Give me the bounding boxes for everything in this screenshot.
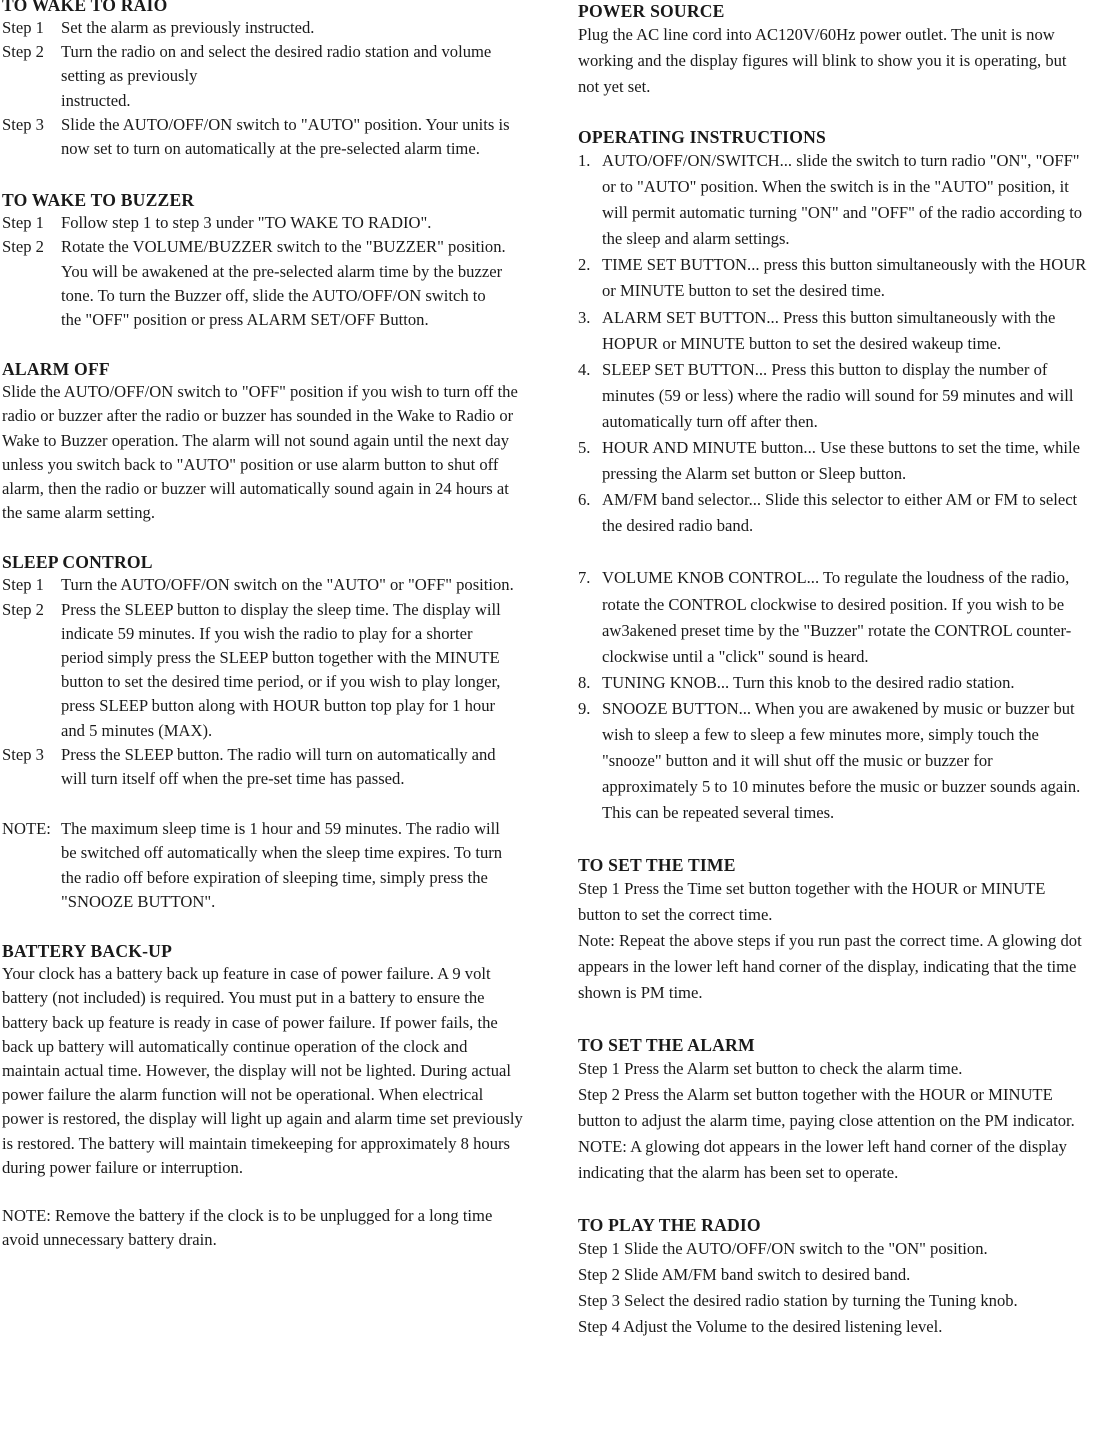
instruction-item [578, 305, 1096, 357]
item-number: 7. [578, 568, 591, 588]
instruction-item [578, 487, 1096, 539]
item-text: HOUR AND MINUTE button... Use these buttons to set the time, while pressing the Alarm set button or Sleep button. [602, 438, 1080, 484]
step-label: Step 2 [2, 42, 44, 62]
step-item [2, 40, 530, 113]
section-body: Your clock has a battery back up feature in case of power failure. A 9 volt battery (not included) is required. You must put in a battery to ensure the battery back up feature is ready in case of power failure. If power fails, the back up battery will automatically continue operation of the clock and maintain actual time. However, the display will not be lighted. During actual power failure the alarm function will not be operational. When electrical power is restored, the display will light up again and alarm time set previously is restored. The battery will maintain timekeeping for approximately 8 hours during power failure or interruption. [2, 964, 523, 1177]
section-heading: SLEEP CONTROL [2, 552, 153, 573]
item-number: 6. [578, 490, 591, 510]
item-number: 4. [578, 359, 591, 379]
note-item [2, 817, 530, 914]
step-label: Step 2 [2, 237, 44, 257]
section-heading: TO WAKE TO RAIO [2, 0, 168, 15]
step-label: Step 1 [2, 575, 44, 595]
item-text: TUNING KNOB... Turn this knob to the desired radio station. [602, 672, 1015, 692]
step-text: Turn the AUTO/OFF/ON switch on the "AUTO" or "OFF" position. [61, 575, 514, 595]
instruction-item [578, 696, 1096, 826]
section-heading: TO WAKE TO BUZZER [2, 190, 195, 211]
step-text: Step 1 Press the Time set button together with the HOUR or MINUTE button to set the correct time. [578, 879, 1046, 925]
instruction-item [578, 357, 1096, 435]
section-heading: POWER SOURCE [578, 1, 725, 21]
section-battery-backup [2, 940, 530, 1252]
step-item [2, 598, 530, 743]
item-number: 9. [578, 698, 591, 718]
step-label: Step 1 [2, 213, 44, 233]
step-text: Step 2 Slide AM/FM band switch to desired band. [578, 1265, 911, 1285]
section-alarm-off [2, 358, 530, 525]
step-item [2, 16, 530, 40]
item-number: 5. [578, 438, 591, 458]
step-label: Step 3 [2, 744, 44, 764]
section-body: Slide the AUTO/OFF/ON switch to "OFF" position if you wish to turn off the radio or buzzer after the radio or buzzer has sounded in the Wake to Radio or Wake to Buzzer operation. The alarm will not sound again until the next day unless you switch back to "AUTO" position or use alarm button to shut off alarm, then the radio or buzzer will automatically sound again in 24 hours at the same alarm setting. [2, 382, 518, 523]
item-number: 3. [578, 307, 591, 327]
step-label: Step 1 [2, 18, 44, 37]
step-text: Step 2 Press the Alarm set button together with the HOUR or MINUTE button to adjust the alarm time, paying close attention on the PM indicator. [578, 1085, 1075, 1131]
instruction-item [578, 148, 1096, 252]
step-text: Step 1 Press the Alarm set button to check the alarm time. [578, 1059, 963, 1079]
step-item [2, 743, 530, 791]
step-text: Step 4 Adjust the Volume to the desired listening level. [578, 1317, 943, 1337]
section-power-source [578, 0, 1096, 100]
step-item [2, 113, 530, 161]
step-text: Set the alarm as previously instructed. [61, 18, 315, 37]
step-label: Step 2 [2, 599, 44, 619]
section-note: NOTE: Remove the battery if the clock is to be unplugged for a long time avoid unnecessary battery drain. [2, 1205, 493, 1250]
item-number: 8. [578, 672, 591, 692]
section-heading: TO SET THE ALARM [578, 1035, 755, 1056]
section-sleep-control [2, 551, 530, 914]
item-text: SLEEP SET BUTTON... Press this button to display the number of minutes (59 or less) where the radio will sound for 59 minutes and will automatically turn off after then. [602, 359, 1074, 431]
item-text: ALARM SET BUTTON... Press this button simultaneously with the HOPUR or MINUTE button to set the desired wakeup time. [602, 307, 1056, 353]
section-play-radio [578, 1214, 1096, 1340]
item-text: VOLUME KNOB CONTROL... To regulate the loudness of the radio, rotate the CONTROL clockwise to desired position. If you wish to be aw3akened preset time by the "Buzzer" rotate the CONTROL counter-clockwise until a "click" sound is heard. [602, 568, 1072, 666]
note-text: The maximum sleep time is 1 hour and 59 minutes. The radio will be switched off automatically when the sleep time expires. To turn the radio off before expiration of sleeping time, simply press the "SNOOZE BUTTON". [61, 819, 503, 911]
section-heading: TO SET THE TIME [578, 855, 736, 876]
item-text: AUTO/OFF/ON/SWITCH... slide the switch to turn radio "ON", "OFF" or to "AUTO" position. When the switch is in the "AUTO" position, it will permit automatic turning "ON" and "OFF" of the radio according to the sleep and alarm settings. [602, 151, 1083, 249]
section-set-alarm [578, 1034, 1096, 1186]
step-text: Press the SLEEP button to display the sleep time. The display will indicate 59 minutes. If you wish the radio to play for a shorter period simply press the SLEEP button together with the MINUTE button to set the desired time period, or if you wish to play longer, press SLEEP button along with HOUR button top play for 1 hour and 5 minutes (MAX). [61, 599, 501, 740]
note-label: NOTE: [2, 819, 51, 839]
step-text: Slide the AUTO/OFF/ON switch to "AUTO" position. Your units is now set to turn on automatically at the pre-selected alarm time. [61, 114, 510, 159]
section-wake-to-radio [2, 0, 530, 161]
instruction-item [578, 670, 1096, 696]
step-text: Press the SLEEP button. The radio will turn on automatically and will turn itself off when the pre-set time has passed. [61, 744, 496, 789]
item-text: SNOOZE BUTTON... When you are awakened by music or buzzer but wish to sleep a few to sleep a few minutes more, simply touch the "snooze" button and it will shut off the music or buzzer for approximately 5 to 10 minutes before the music or buzzer sounds again. This can be repeated several times. [602, 698, 1081, 823]
instruction-item [578, 435, 1096, 487]
note-text: NOTE: A glowing dot appears in the lower left hand corner of the display indicating that the alarm has been set to operate. [578, 1137, 1067, 1183]
section-heading: BATTERY BACK-UP [2, 941, 173, 962]
section-heading: ALARM OFF [2, 359, 110, 380]
step-text-continued: instructed. [61, 90, 131, 110]
step-item [2, 235, 530, 332]
item-number: 2. [578, 255, 591, 275]
step-text: Turn the radio on and select the desired radio station and volume setting as previously [61, 42, 492, 86]
section-heading: OPERATING INSTRUCTIONS [578, 127, 826, 147]
section-wake-to-buzzer [2, 189, 530, 332]
instruction-item [578, 565, 1096, 669]
step-text: Rotate the VOLUME/BUZZER switch to the "BUZZER" position. You will be awakened at the pre-selected alarm time by the buzzer tone. To turn the Buzzer off, slide the AUTO/OFF/ON switch to the "OFF" position or press ALARM SET/OFF Button. [61, 237, 506, 330]
section-operating-instructions [578, 126, 1096, 826]
step-label: Step 3 [2, 114, 44, 134]
step-item [2, 211, 530, 235]
right-column [578, 0, 1096, 1340]
step-text: Follow step 1 to step 3 under "TO WAKE TO RADIO". [61, 213, 432, 233]
section-heading: TO PLAY THE RADIO [578, 1215, 761, 1236]
step-item [2, 573, 530, 597]
step-text: Step 3 Select the desired radio station by turning the Tuning knob. [578, 1291, 1018, 1311]
left-column [2, 0, 530, 1252]
item-number: 1. [578, 151, 591, 170]
item-text: AM/FM band selector... Slide this selector to either AM or FM to select the desired radio band. [602, 490, 1078, 536]
step-text: Step 1 Slide the AUTO/OFF/ON switch to the "ON" position. [578, 1239, 988, 1259]
section-set-time [578, 854, 1096, 1006]
section-body: Plug the AC line cord into AC120V/60Hz power outlet. The unit is now working and the display figures will blink to show you it is operating, but not yet set. [578, 25, 1067, 96]
item-text: TIME SET BUTTON... press this button simultaneously with the HOUR or MINUTE button to set the desired time. [602, 255, 1087, 301]
note-text: Note: Repeat the above steps if you run past the correct time. A glowing dot appears in the lower left hand corner of the display, indicating that the time shown is PM time. [578, 931, 1082, 1003]
instruction-item [578, 252, 1096, 304]
